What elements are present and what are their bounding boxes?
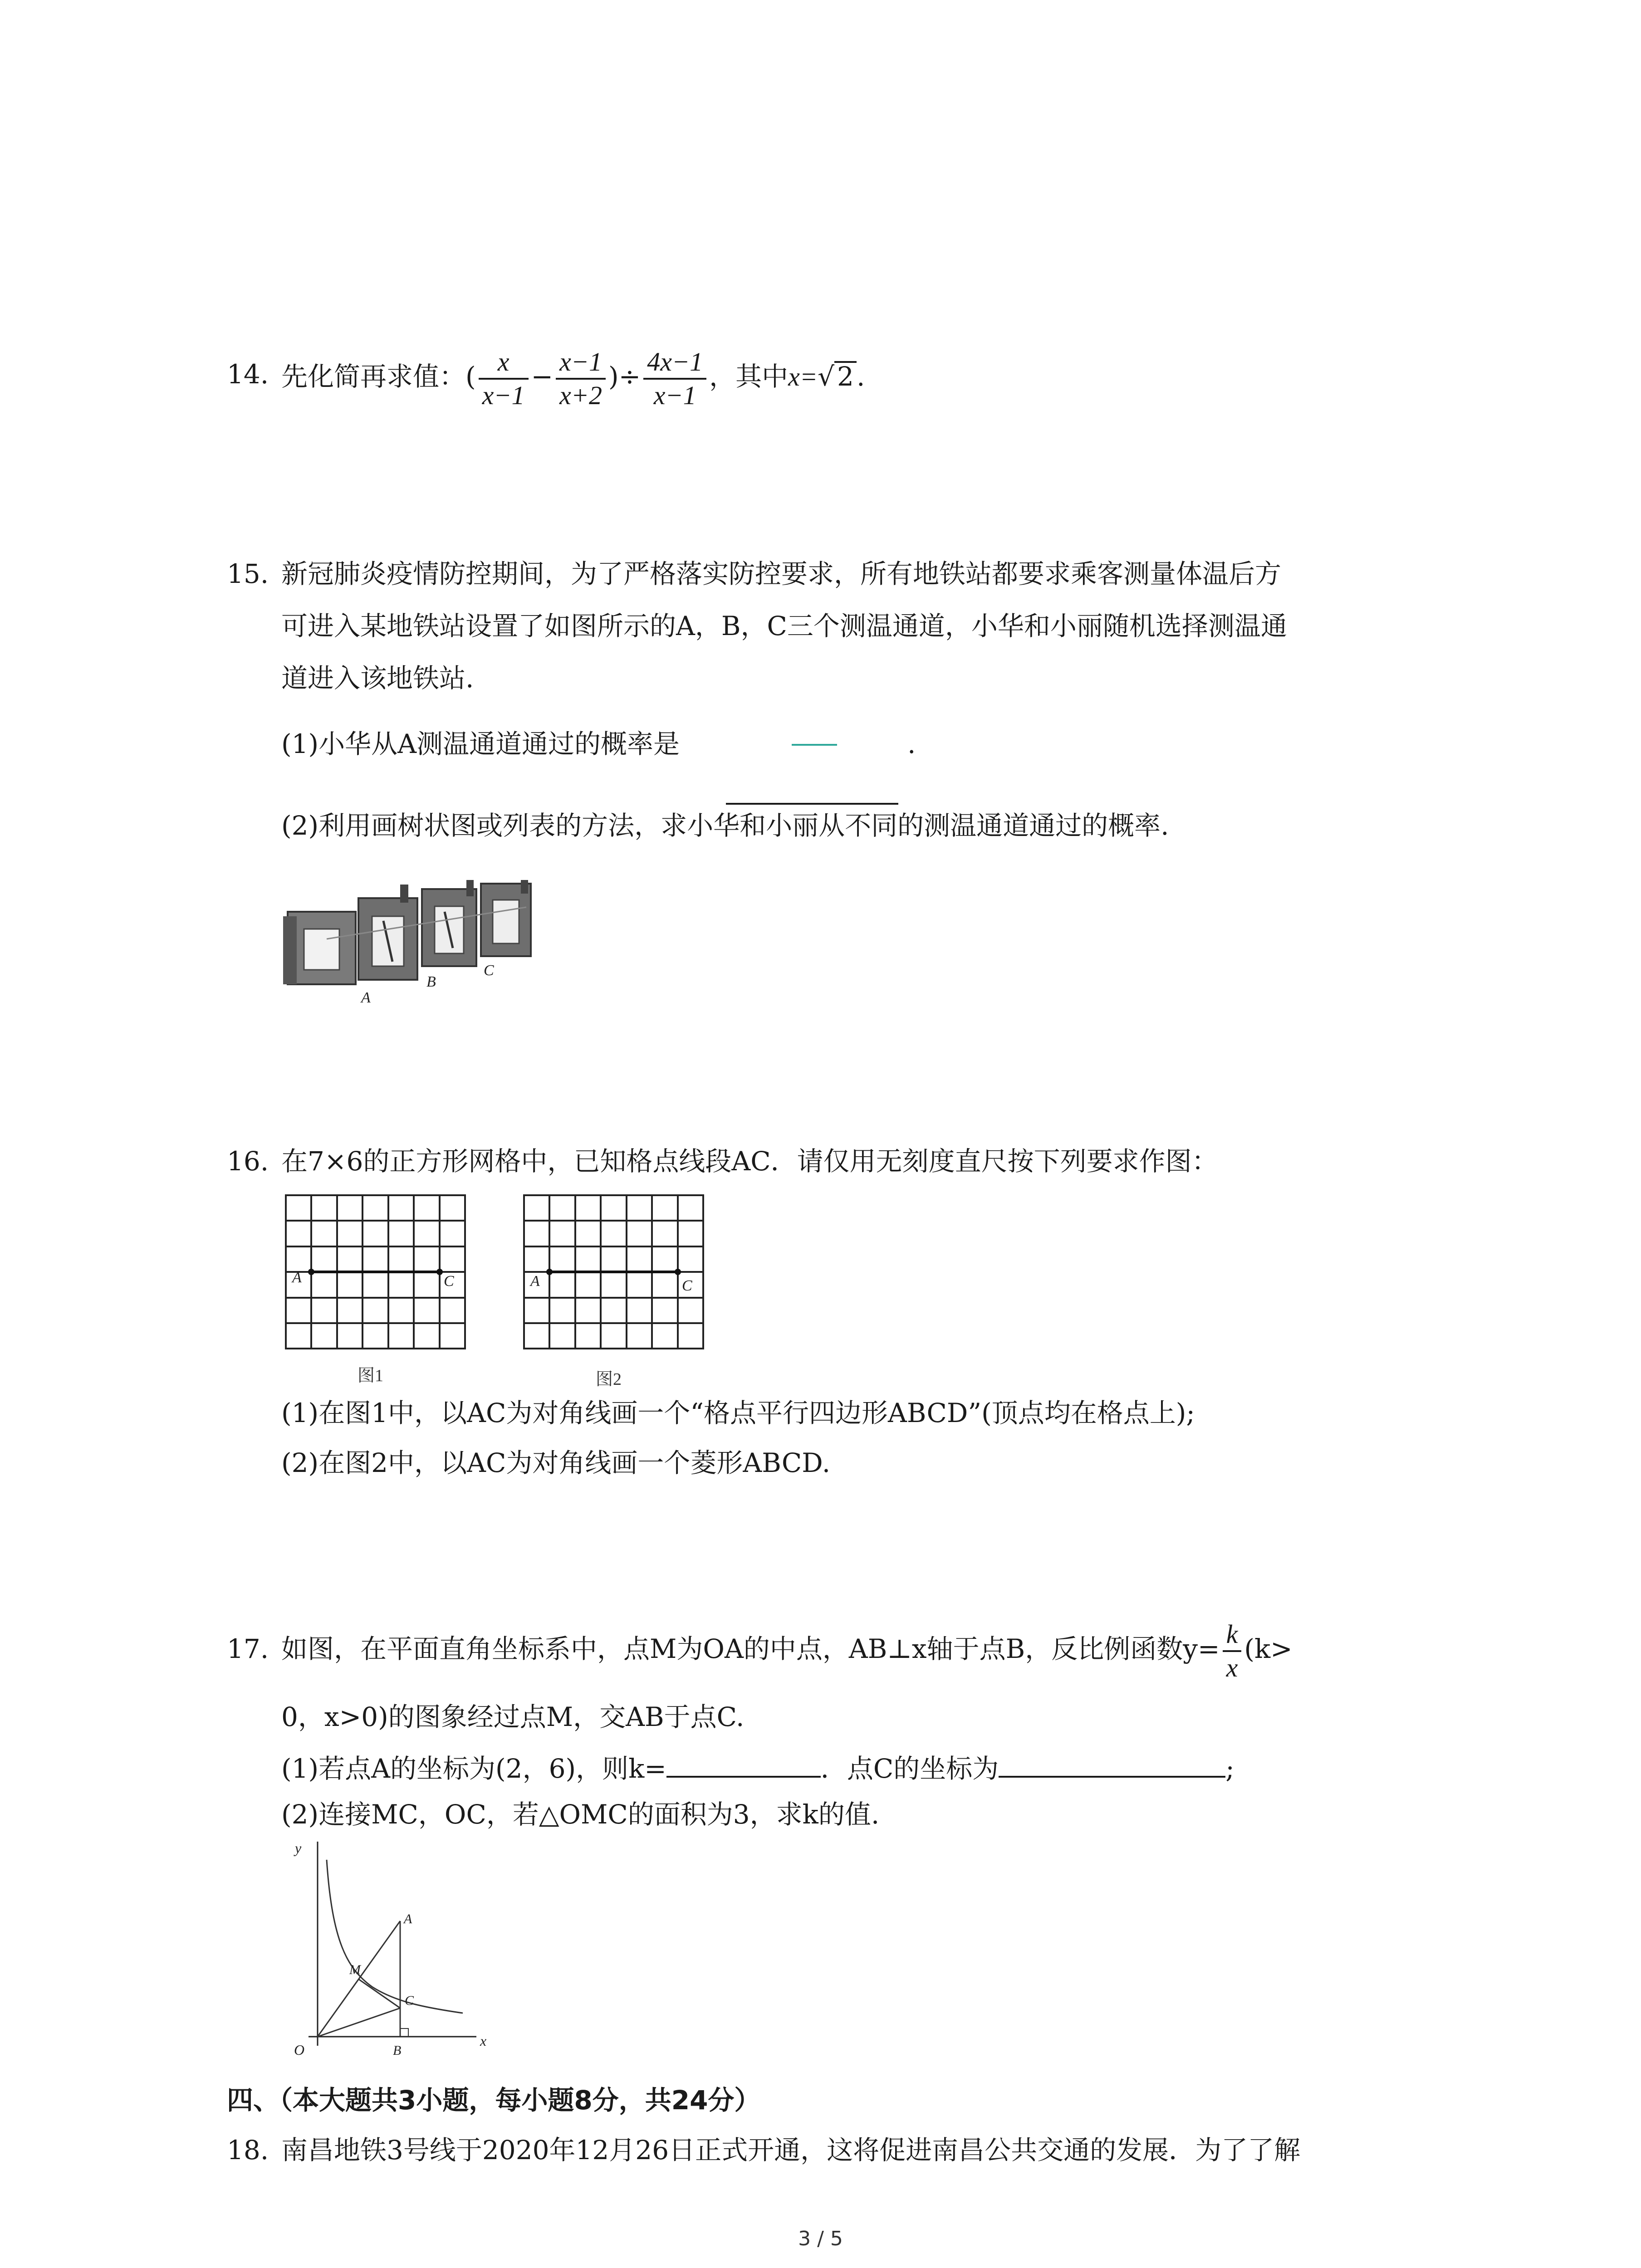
q14-prefix: 先化简再求值：( [281,361,476,392]
hyperbola-curve [327,1860,463,2013]
q15-line-2: 可进入某地铁站设置了如图所示的A，B，C三个测温通道，小华和小丽随机选择测温通 [281,611,1287,641]
question-18-number: 18. [227,2135,269,2165]
label-c: C [405,1993,414,2008]
label-m: M [349,1962,361,1977]
question-17-number: 17. [227,1633,269,1664]
q16-part-2: (2)在图2中，以AC为对角线画一个菱形ABCD. [281,1447,831,1478]
gate-label-c: C [484,962,494,979]
point-a-2 [546,1269,553,1275]
label-c-2: C [682,1277,692,1294]
question-14-number: 14. [227,359,269,390]
q17-c-answer-blank[interactable] [999,1749,1225,1778]
label-a: A [404,1911,412,1926]
q15-part-2: (2)利用画树状图或列表的方法，求小华和小丽从不同的测温通道通过的概率. [281,810,1169,841]
question-15-number: 15. [227,558,269,589]
coordinate-figure [281,1833,508,2059]
q17-k-answer-blank[interactable] [666,1749,821,1778]
q17-fraction-k-over-x: $\frac{k}{x}$ [1223,1618,1242,1684]
point-a-1 [308,1269,314,1275]
q17-part-2: (2)连接MC，OC，若△OMC的面积为3，求k的值. [281,1799,880,1830]
fig1-caption: 图1 [358,1366,384,1385]
q15-part-1-end: . [907,728,916,759]
q17-line-2: 0，x>0)的图象经过点M，交AB于点C. [281,1701,745,1732]
label-a-2: A [530,1273,540,1290]
label-b: B [393,2043,402,2058]
q17-line-1: 如图，在平面直角坐标系中，点M为OA的中点，AB⊥x轴于点B，反比例函数y= $\frac{k}{x}$ (k> [281,1608,1293,1690]
grid-figure-1 [281,1191,490,1395]
segment-oc [318,2008,400,2037]
q16-text: 在7×6的正方形网格中，已知格点线段AC．请仅用无刻度直尺按下列要求作图： [281,1146,1218,1177]
question-14-text [281,336,865,418]
label-a-1: A [292,1269,302,1286]
q14-fraction-1: $\frac{x}{x-1}$ [479,346,529,411]
q15-line-3: 道进入该地铁站. [281,663,474,694]
gate-a [283,912,356,984]
section-4-heading: 四、（本大题共3小题，每小题8分，共24分） [227,2085,761,2116]
gate-label-a: A [361,989,371,1006]
question-16-number: 16. [227,1146,269,1177]
label-y: y [295,1840,302,1856]
q14-fraction-3: $\frac{4x-1}{x-1}$ [643,346,706,411]
gate-d [481,880,531,956]
point-c-2 [675,1269,681,1275]
segment-mc [358,1979,400,2008]
temperature-gates-figure [281,880,544,1016]
label-o: O [294,2042,305,2058]
fig2-caption: 图2 [596,1370,622,1389]
q14-suffix: ，其中 [709,361,789,392]
point-c-1 [436,1269,443,1275]
q15-line-1: 新冠肺炎疫情防控期间，为了严格落实防控要求，所有地铁站都要求乘客测量体温后方 [281,558,1282,589]
q16-part-1: (1)在图1中，以AC为对角线画一个“格点平行四边形ABCD”(顶点均在格点上); [281,1398,1195,1428]
label-x: x [480,2033,487,2049]
q15-answer-blank[interactable] [726,803,898,805]
q14-end: . [856,361,865,392]
page-number: 3 / 5 [798,2227,843,2250]
q14-minus: − [531,361,554,392]
q14-fraction-2: $\frac{x-1}{x+2}$ [556,346,606,411]
label-c-1: C [444,1273,454,1290]
q14-x-equals: x= [788,362,818,391]
q14-sqrt-value: 2 [834,361,857,390]
q18-text: 南昌地铁3号线于2020年12月26日正式开通，这将促进南昌公共交通的发展．为了了解 [281,2135,1301,2165]
q17-part-1: (1)若点A的坐标为(2，6)，则k= ．点C的坐标为 ; [281,1749,1234,1787]
q15-part-1: (1)小华从A测温通道通过的概率是 [281,728,680,759]
gate-label-b: B [426,973,436,990]
answer-dash-mark [792,744,837,746]
grid-figure-2 [519,1191,728,1395]
q14-div: )÷ [608,361,641,392]
right-angle-mark [400,2028,408,2037]
sqrt-icon: √ [818,361,835,392]
